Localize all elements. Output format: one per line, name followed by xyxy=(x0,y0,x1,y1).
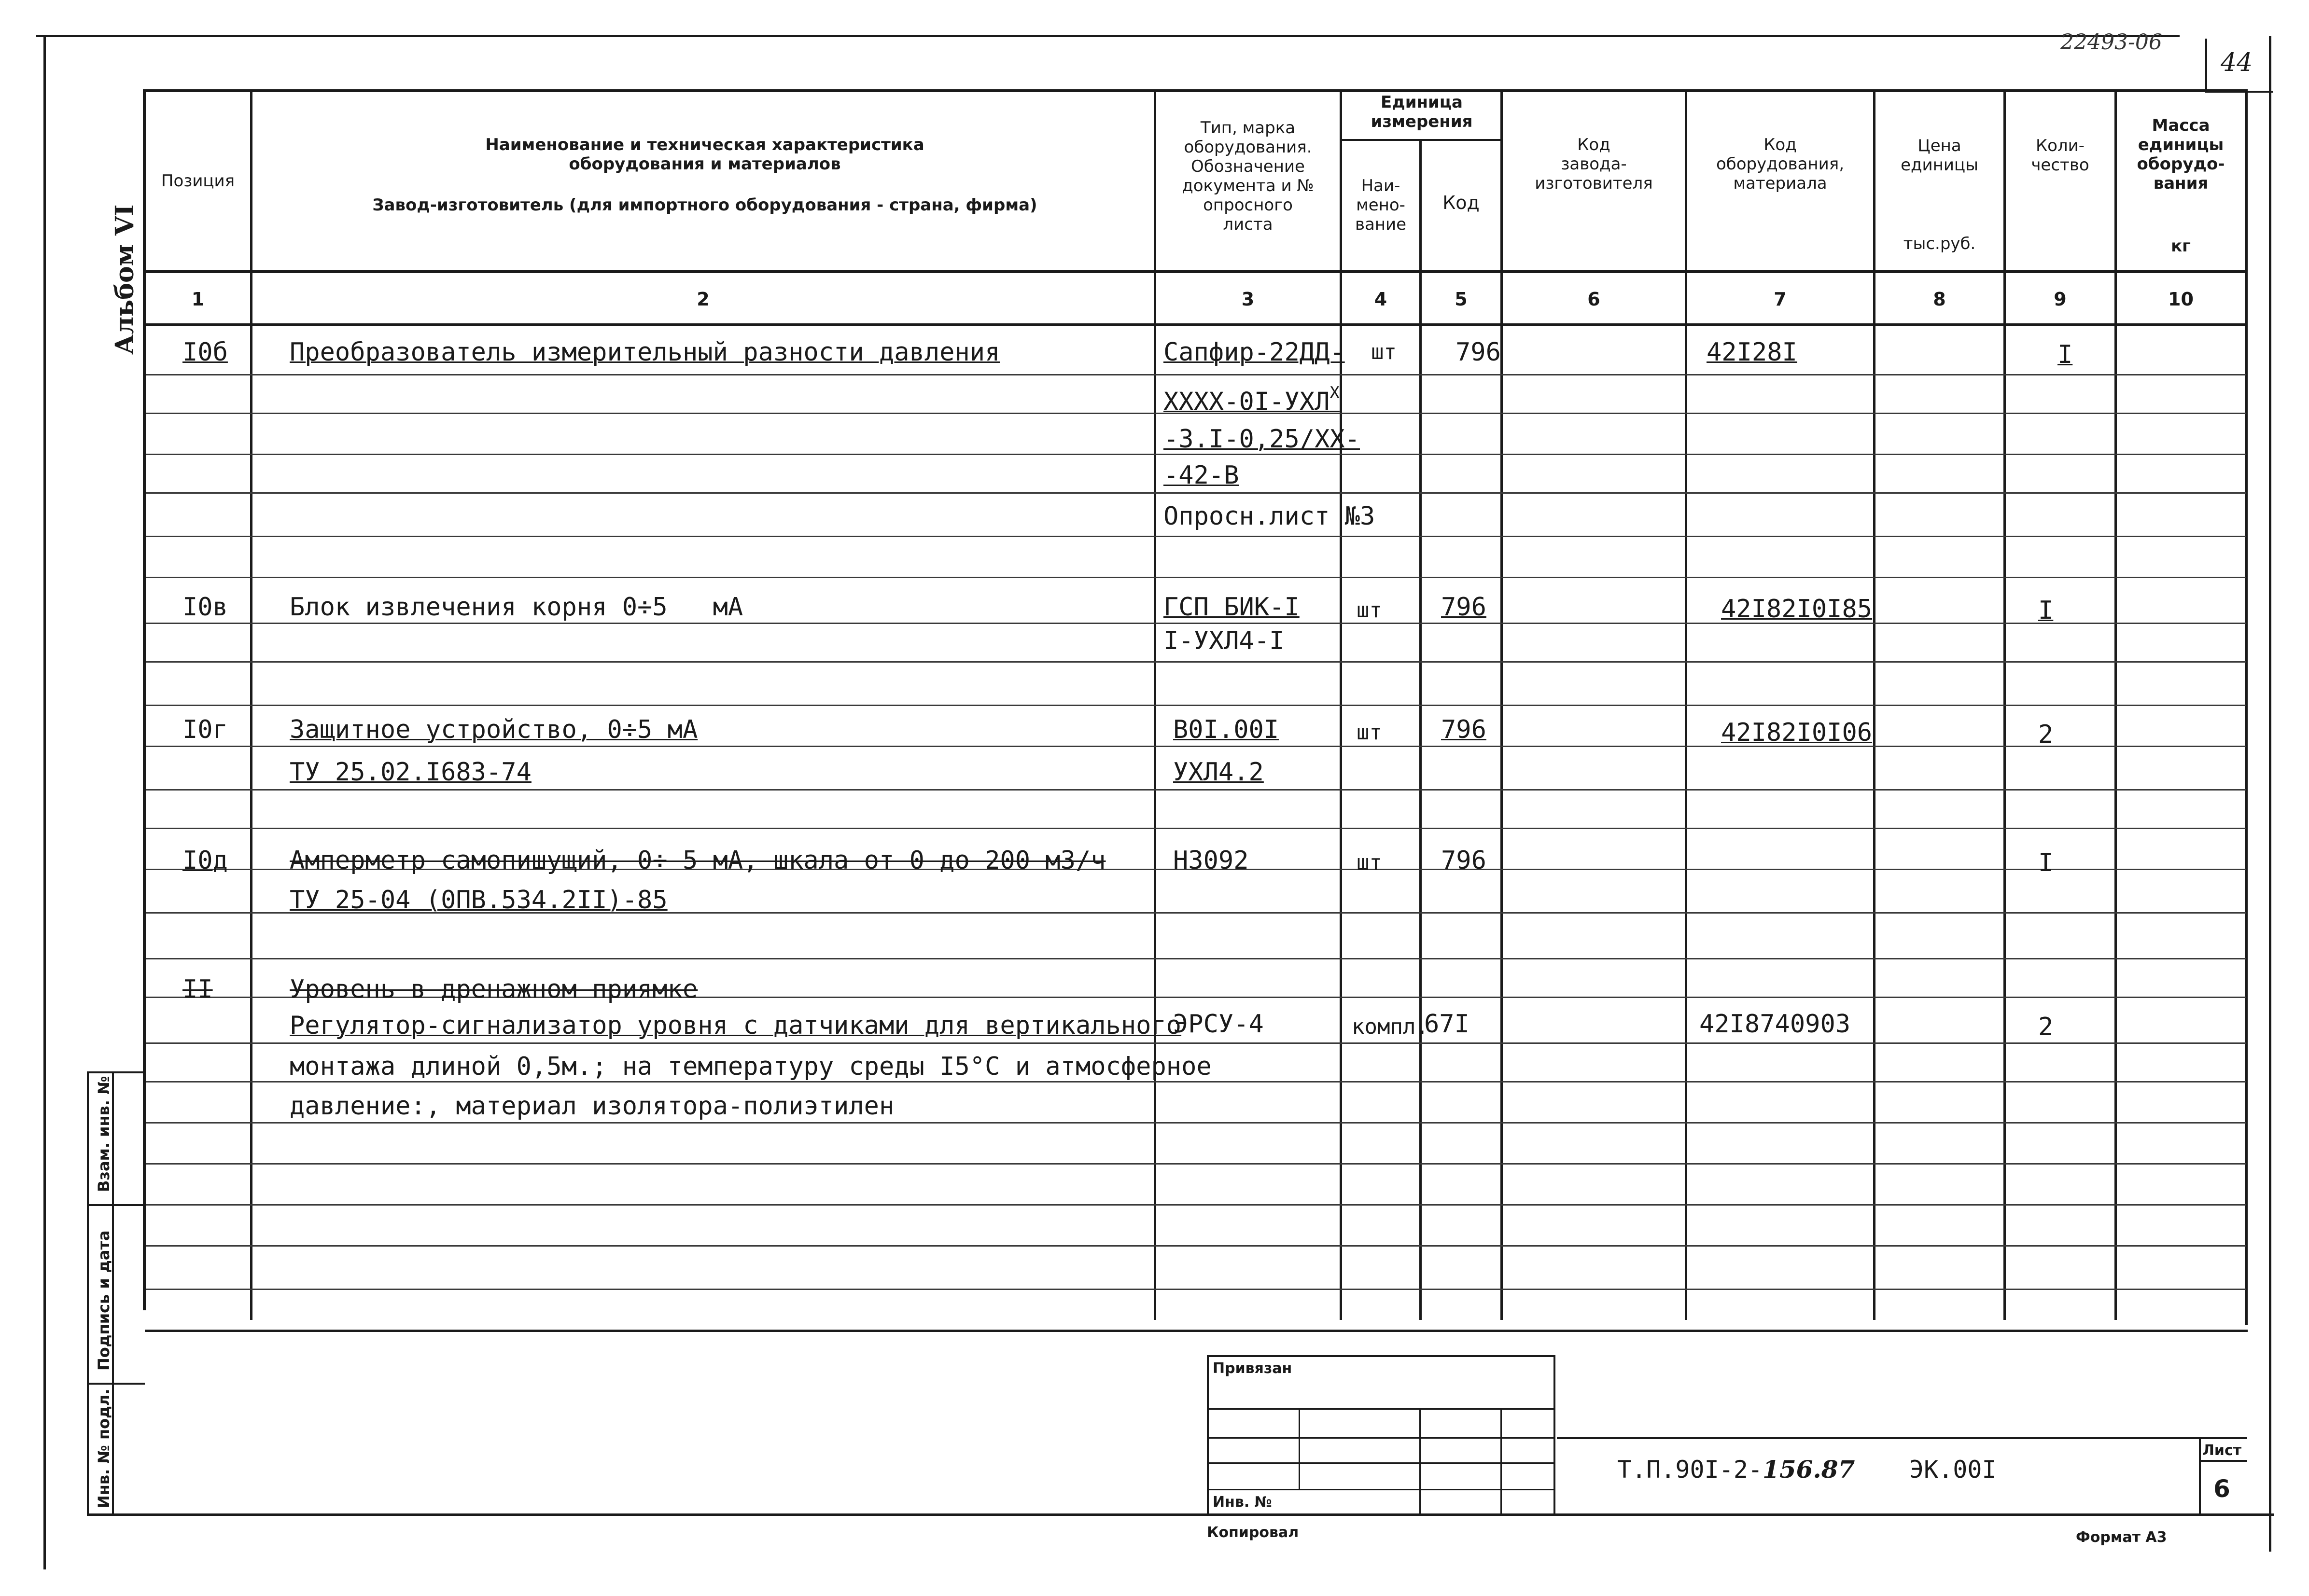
stamp-designation-hand: 156.87 xyxy=(1763,1455,1855,1484)
row-equipment-code: 42I8740903 xyxy=(1699,1010,1851,1039)
row-type: I-УХЛ4-I xyxy=(1163,626,1285,655)
row-type: ЭРСУ-4 xyxy=(1173,1010,1264,1039)
unit-group-divider xyxy=(1340,139,1501,141)
row-type: Сапфир-22ДД- xyxy=(1163,338,1345,367)
stamp-privyazan: Привязан xyxy=(1213,1360,1292,1377)
row-unit-code: 796 xyxy=(1455,338,1501,367)
album-label: Альбом VI xyxy=(110,204,140,355)
row-equipment-code: 42I28I xyxy=(1707,338,1797,367)
frame-top-line xyxy=(36,35,2180,37)
row-name: Амперметр самопишущий, 0÷ 5 мА, шкала от 0 до 200 м3/ч xyxy=(290,846,1106,875)
row-grid-line xyxy=(146,1289,2246,1290)
row-grid-line xyxy=(146,1204,2246,1206)
header-bottom-border xyxy=(143,270,2248,273)
row-grid-line xyxy=(146,746,2246,747)
side-stamp-bottom xyxy=(87,1513,2274,1516)
frame-right-line xyxy=(2269,36,2271,1552)
side-stamp-podpis: Подпись и дата xyxy=(95,1230,113,1371)
row-type: УХЛ4.2 xyxy=(1173,758,1264,787)
colnum-5: 5 xyxy=(1455,289,1468,310)
header-price: Цена единицы xyxy=(1901,136,1978,175)
header-equipment-code: Код оборудования, материала xyxy=(1716,135,1845,193)
privyazan-row-3 xyxy=(1207,1462,1554,1464)
row-quantity: I xyxy=(2038,596,2054,625)
sheet-box-divider xyxy=(2199,1460,2247,1462)
privyazan-row-4 xyxy=(1207,1489,1554,1490)
colnum-2: 2 xyxy=(697,289,710,310)
row-equipment-code: 42I82I0I06 xyxy=(1721,718,1873,747)
side-stamp-vzam: Взам. инв. № xyxy=(95,1076,113,1192)
row-type: Опросн.лист №3 xyxy=(1163,502,1375,531)
row-quantity: 2 xyxy=(2038,720,2054,749)
privyazan-box-left xyxy=(1207,1355,1209,1514)
header-unit-group: Единица измерения xyxy=(1371,93,1473,131)
stamp-format: Формат А3 xyxy=(2076,1529,2167,1546)
sheet-box-left xyxy=(2199,1437,2201,1514)
side-stamp-div2 xyxy=(87,1383,145,1385)
row-grid-line xyxy=(146,1081,2246,1083)
corner-box-left xyxy=(2205,39,2207,92)
colnum-8: 8 xyxy=(1933,289,1946,310)
row-unit: шт xyxy=(1357,720,1382,745)
row-unit-code: 67I xyxy=(1424,1010,1469,1039)
row-position: II xyxy=(182,975,213,1004)
privyazan-row-2 xyxy=(1207,1437,1554,1439)
frame-left-line xyxy=(43,35,46,1569)
privyazan-box-right xyxy=(1553,1355,1555,1514)
row-position: I0б xyxy=(182,338,228,367)
header-unit-code: Код xyxy=(1442,192,1480,213)
stamp-designation-printed: Т.П.90I-2- xyxy=(1617,1456,1763,1484)
row-grid-line xyxy=(146,492,2246,494)
privyazan-col-3 xyxy=(1500,1408,1502,1514)
stamp-designation xyxy=(1617,1455,1855,1484)
row-type xyxy=(1163,381,1340,416)
header-price-unit: тыс.руб. xyxy=(1903,234,1976,253)
row-unit-code: 796 xyxy=(1441,593,1486,622)
row-position: I0в xyxy=(182,593,228,622)
row-type-text: ХХХХ-0I-УХЛ xyxy=(1163,387,1330,416)
stamp-sheet-number: 6 xyxy=(2213,1475,2230,1503)
row-type: -3.I-0,25/ХХ- xyxy=(1163,425,1360,454)
row-position: I0г xyxy=(182,715,228,744)
row-unit: компл. xyxy=(1352,1014,1428,1039)
stamp-doc-code: ЭК.00I xyxy=(1909,1456,1997,1484)
designation-box-top xyxy=(1557,1437,2247,1439)
table-right-border xyxy=(2245,89,2248,1325)
header-manufacturer: Завод-изготовитель (для импортного оборудования - страна, фирма) xyxy=(372,195,1037,215)
row-grid-line xyxy=(146,1163,2246,1165)
row-quantity: I xyxy=(2057,340,2073,369)
row-name: Защитное устройство, 0÷5 мА xyxy=(290,715,698,744)
header-name: Наименование и техническая характеристика оборудования и материалов xyxy=(485,135,924,174)
table-top-border xyxy=(143,89,2248,92)
header-position: Позиция xyxy=(161,171,235,191)
row-grid-line xyxy=(146,1245,2246,1247)
row-grid-line xyxy=(146,577,2246,578)
privyazan-row-1 xyxy=(1207,1408,1554,1410)
side-stamp-left xyxy=(87,1071,89,1515)
header-mass: Масса единицы оборудо- вания xyxy=(2137,116,2225,193)
row-grid-line xyxy=(146,536,2246,537)
row-grid-line xyxy=(146,958,2246,959)
side-stamp-div1 xyxy=(87,1204,145,1206)
col-divider-4 xyxy=(1419,140,1422,1320)
title-block-top xyxy=(145,1330,2248,1332)
stamp-inv-no: Инв. № xyxy=(1213,1494,1272,1511)
row-name: ТУ 25-04 (0ПВ.534.2II)-85 xyxy=(290,886,668,915)
row-unit: шт xyxy=(1357,850,1382,875)
row-unit-code: 796 xyxy=(1441,846,1486,875)
row-position: I0д xyxy=(182,846,228,875)
row-name: Блок извлечения корня 0÷5 мА xyxy=(290,593,743,622)
colnum-bottom-border xyxy=(143,323,2248,326)
row-type: -42-В xyxy=(1163,461,1239,490)
row-unit: шт xyxy=(1371,340,1397,364)
row-grid-line xyxy=(146,789,2246,791)
corner-sheet-handwritten: 44 xyxy=(2221,48,2253,77)
privyazan-col-2 xyxy=(1419,1408,1421,1514)
corner-doc-number: 22493-06 xyxy=(2060,30,2162,55)
row-name: Регулятор-сигнализатор уровня с датчиками для вертикального xyxy=(290,1011,1182,1040)
side-stamp-top xyxy=(87,1071,145,1073)
row-grid-line xyxy=(146,1122,2246,1124)
row-quantity: 2 xyxy=(2038,1013,2054,1041)
row-name: давление:, материал изолятора-полиэтилен xyxy=(290,1092,895,1121)
row-quantity: I xyxy=(2038,848,2054,877)
header-mass-unit: кг xyxy=(2171,236,2191,256)
row-grid-line xyxy=(146,454,2246,455)
privyazan-col-1 xyxy=(1299,1408,1300,1489)
row-type: ГСП БИК-I xyxy=(1163,593,1300,622)
row-name: Преобразователь измерительный разности давления xyxy=(290,338,1000,367)
header-quantity: Коли- чество xyxy=(2031,136,2089,175)
colnum-7: 7 xyxy=(1774,289,1787,310)
row-unit: шт xyxy=(1357,598,1382,623)
colnum-6: 6 xyxy=(1587,289,1600,310)
colnum-1: 1 xyxy=(191,289,205,310)
stamp-kopiroval: Копировал xyxy=(1207,1524,1299,1541)
row-type: В0I.00I xyxy=(1173,715,1279,744)
row-unit-code: 796 xyxy=(1441,715,1486,744)
privyazan-box-top xyxy=(1207,1355,1554,1357)
row-type: Н3092 xyxy=(1173,846,1249,875)
row-grid-line xyxy=(146,705,2246,706)
stamp-sheet-label: Лист xyxy=(2202,1442,2242,1459)
row-equipment-code: 42I82I0I85 xyxy=(1721,595,1873,624)
row-grid-line xyxy=(146,374,2246,375)
row-grid-line xyxy=(146,1042,2246,1044)
row-name: ТУ 25.02.I683-74 xyxy=(290,758,532,787)
row-grid-line xyxy=(146,828,2246,829)
header-type: Тип, марка оборудования. Обозначение документа и № опросного листа xyxy=(1182,118,1314,234)
colnum-9: 9 xyxy=(2054,289,2067,310)
side-stamp-inv-podl: Инв. № подл. xyxy=(95,1388,113,1508)
colnum-3: 3 xyxy=(1241,289,1255,310)
colnum-10: 10 xyxy=(2168,289,2194,310)
row-name: Уровень в дренажном приямке xyxy=(290,975,698,1004)
row-grid-line xyxy=(146,661,2246,663)
row-name: монтажа длиной 0,5м.; на температуру среды I5°С и атмосферное xyxy=(290,1052,1212,1081)
colnum-4: 4 xyxy=(1374,289,1387,310)
header-factory-code: Код завода- изготовителя xyxy=(1535,135,1653,193)
header-unit-name: Наи- мено- вание xyxy=(1355,176,1407,234)
row-grid-line xyxy=(146,623,2246,624)
row-type-superscript: Х xyxy=(1329,383,1340,402)
